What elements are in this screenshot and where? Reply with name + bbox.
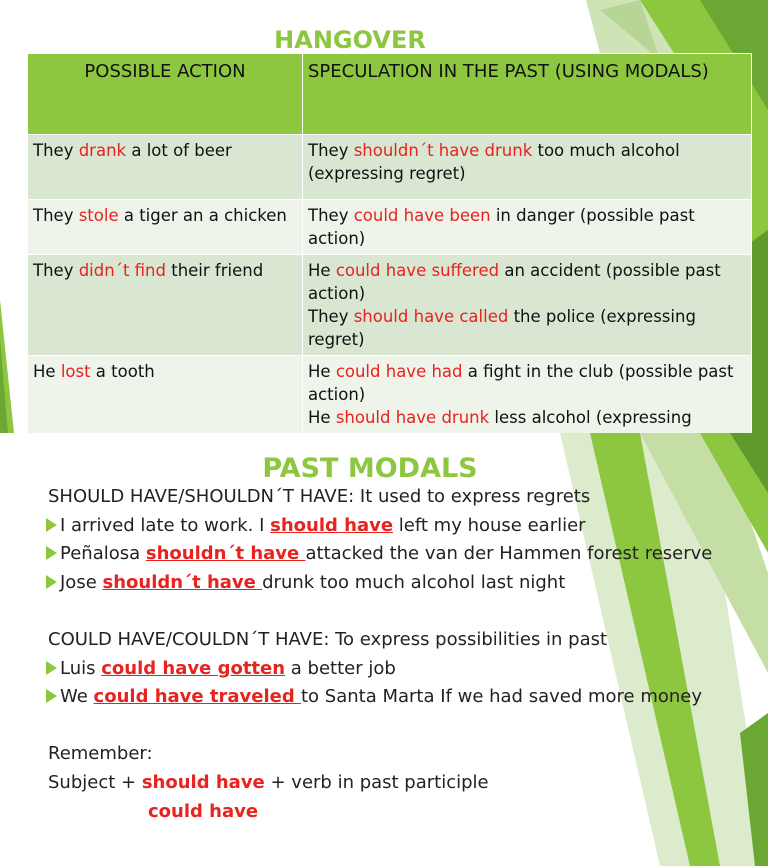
triangle-bullet-icon [46,689,57,703]
action-cell: They stole a tiger an a chicken [28,200,303,255]
triangle-bullet-icon [46,518,57,532]
speculation-cell: They could have been in danger (possible past action) [303,200,752,255]
list-item: I arrived late to work. I should have left my house earlier [48,512,748,541]
section-heading-should: SHOULD HAVE/SHOULDN´T HAVE: It used to express regrets [48,486,591,507]
hangover-table [27,53,752,475]
list-item: Peñalosa shouldn´t have attacked the van der Hammen forest reserve [48,540,748,569]
section-heading-could: COULD HAVE/COULDN´T HAVE: To express possibilities in past [48,628,608,650]
triangle-bullet-icon [46,575,57,589]
table-row [28,135,752,200]
header-speculation: SPECULATION IN THE PAST (USING MODALS) [303,54,752,135]
slide-title: PAST MODALS [262,453,478,484]
speculation-cell: He could have suffered an accident (possible past action) They should have called the police (expressing regret) [303,255,752,356]
speculation-cell: He could have had a fight in the club (possible past action) He should have drunk less alcohol (expressing [303,356,752,475]
formula-alt-line: could have [148,800,259,822]
slide-title: HANGOVER [274,26,426,54]
list-item: Luis could have gotten a better job [48,655,748,684]
triangle-bullet-icon [46,661,57,675]
action-cell: They didn´t find their friend [28,255,303,356]
triangle-bullet-icon [46,546,57,560]
table-row [28,255,752,356]
list-item: We could have traveled to Santa Marta If we had saved more money [48,683,748,712]
speculation-cell: They shouldn´t have drunk too much alcohol (expressing regret) [303,135,752,200]
remember-label: Remember: [48,743,153,765]
slide-past-modals [0,433,768,866]
action-cell: He lost a tooth [28,356,303,475]
table-row [28,200,752,255]
action-cell: They drank a lot of beer [28,135,303,200]
header-possible-action: POSSIBLE ACTION [28,54,303,135]
list-item: Jose shouldn´t have drunk too much alcohol last night [48,569,748,598]
formula-line: Subject + should have + verb in past participle [48,771,489,793]
past-modals-content [48,483,748,826]
